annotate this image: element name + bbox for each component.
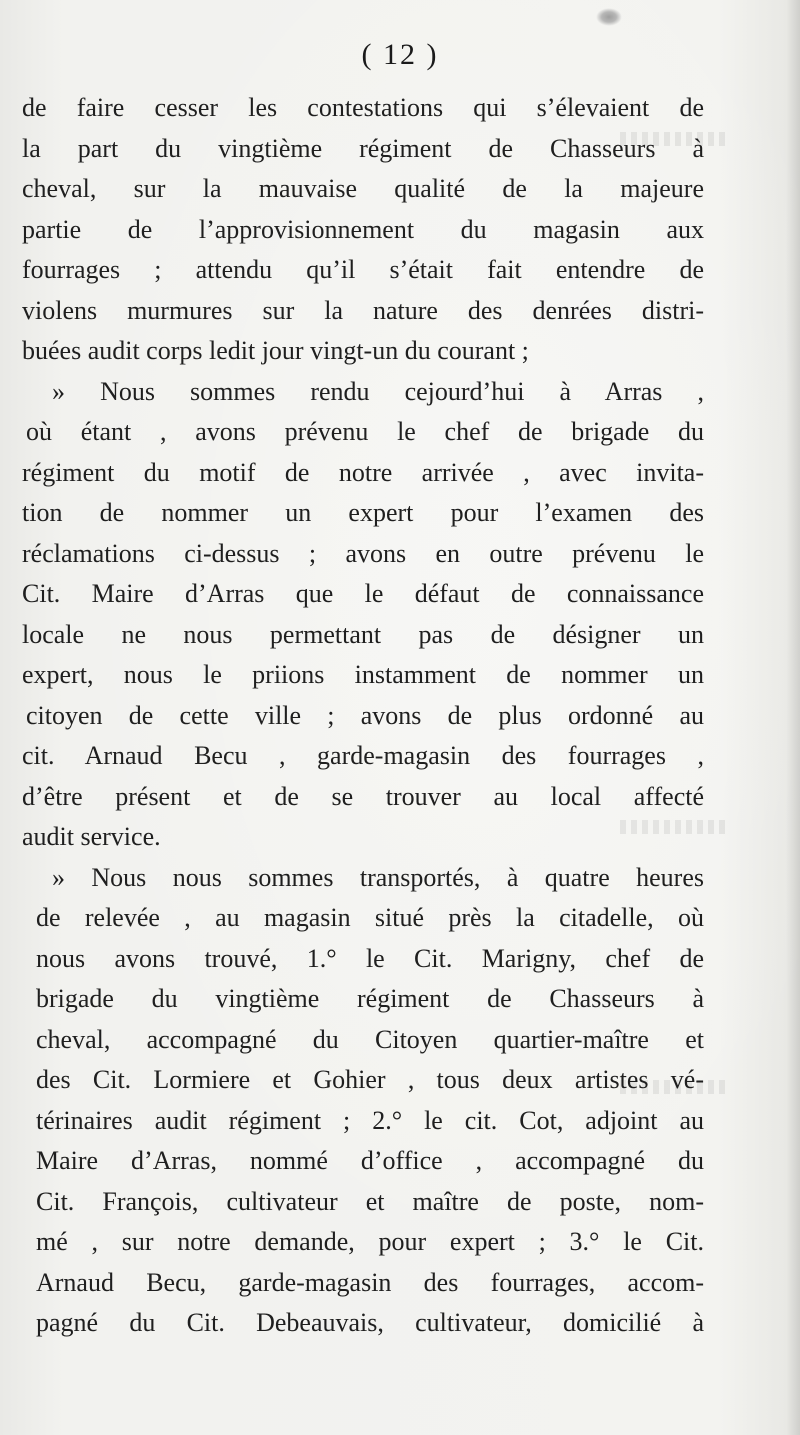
body-text <box>22 88 704 1344</box>
text-line: réclamations ci-dessus ; avons en outre prévenu le <box>22 538 704 568</box>
text-line: expert, nous le priions instamment de nommer un <box>22 660 704 689</box>
text-line: régiment du motif de notre arrivée , avec invita- <box>22 457 704 487</box>
text-line: audit service. <box>22 822 161 851</box>
text-line: des Cit. Lormiere et Gohier , tous deux artistes vé- <box>36 1065 704 1094</box>
text-line: fourrages ; attendu qu’il s’était fait entendre de <box>22 255 704 284</box>
text-line: citoyen de cette ville ; avons de plus ordonné au <box>26 700 704 730</box>
text-line: d’être présent et de se trouver au local affecté <box>22 781 704 811</box>
text-line: » Nous nous sommes transportés, à quatre heures <box>52 862 704 892</box>
text-line: Maire d’Arras, nommé d’office , accompagné du <box>36 1146 704 1175</box>
text-line: » Nous sommes rendu cejourd’hui à Arras , <box>52 376 704 406</box>
text-line: la part du vingtième régiment de Chasseurs à <box>22 133 704 163</box>
text-line: buées audit corps ledit jour vingt-un du courant ; <box>22 336 529 365</box>
text-line: brigade du vingtième régiment de Chasseurs à <box>36 984 704 1013</box>
text-line: Cit. François, cultivateur et maître de poste, nom- <box>36 1186 704 1216</box>
text-line: violens murmures sur la nature des denrées distri- <box>22 295 704 325</box>
page-number: ( 12 ) <box>361 38 439 71</box>
text-line: pagné du Cit. Debeauvais, cultivateur, domicilié à <box>36 1308 704 1337</box>
text-line: tion de nommer un expert pour l’examen des <box>22 498 704 527</box>
text-line: partie de l’approvisionnement du magasin aux <box>22 214 704 244</box>
text-line: de faire cesser les contestations qui s’élevaient de <box>22 93 704 122</box>
text-line: où étant , avons prévenu le chef de brigade du <box>26 417 704 446</box>
text-line: cit. Arnaud Becu , garde-magasin des fourrages , <box>22 741 704 770</box>
text-line: Arnaud Becu, garde-magasin des fourrages, accom- <box>36 1267 704 1297</box>
text-line: Cit. Maire d’Arras que le défaut de connaissance <box>22 579 704 608</box>
text-line: mé , sur notre demande, pour expert ; 3.° le Cit. <box>36 1227 704 1256</box>
ink-speck <box>596 8 622 26</box>
text-line: térinaires audit régiment ; 2.° le cit. Cot, adjoint au <box>36 1105 704 1135</box>
text-line: nous avons trouvé, 1.° le Cit. Marigny, chef de <box>36 943 704 973</box>
text-line: cheval, accompagné du Citoyen quartier-maître et <box>36 1024 704 1054</box>
text-line: locale ne nous permettant pas de désigner un <box>22 619 704 649</box>
text-line: cheval, sur la mauvaise qualité de la majeure <box>22 174 704 203</box>
text-line: de relevée , au magasin situé près la citadelle, où <box>36 903 704 932</box>
page-edge-shadow <box>786 0 800 1435</box>
